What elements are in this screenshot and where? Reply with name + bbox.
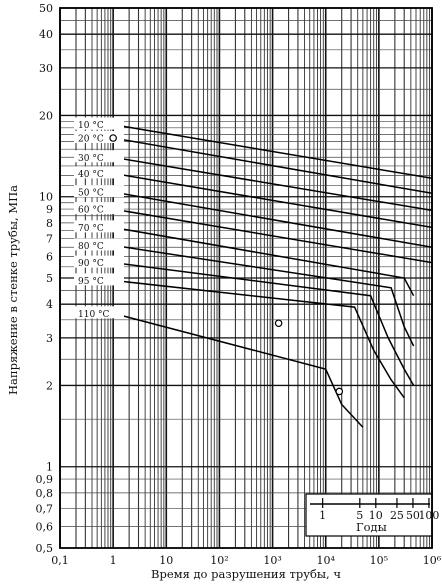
series-label: 95 °C <box>78 276 104 287</box>
series-label: 10 °C <box>78 121 104 132</box>
y-tick-label: 10 <box>39 190 53 204</box>
series-label: 70 °C <box>78 223 104 234</box>
x-tick-label: 10⁵ <box>369 554 389 567</box>
data-marker <box>110 135 116 141</box>
y-tick-label: 0,9 <box>35 473 53 487</box>
y-tick-label: 20 <box>39 109 53 123</box>
series-line <box>113 280 404 397</box>
years-axis <box>306 494 439 536</box>
series-label: 20 °C <box>78 134 104 145</box>
y-tick-label: 0,8 <box>35 486 53 500</box>
y-tick-label: 6 <box>46 250 53 264</box>
y-tick-label: 4 <box>46 298 53 312</box>
years-tick-label: 50 <box>405 509 420 522</box>
series-label: 80 °C <box>78 241 104 252</box>
series-label: 50 °C <box>78 188 104 199</box>
series-label: 30 °C <box>78 153 104 164</box>
y-tick-label: 3 <box>46 331 53 345</box>
y-tick-label: 9 <box>46 203 53 217</box>
x-tick-label: 10⁶ <box>422 554 442 567</box>
y-tick-label: 0,5 <box>35 542 53 555</box>
years-axis-title: Годы <box>356 520 387 534</box>
y-tick-label: 8 <box>46 216 53 230</box>
series-label: 40 °C <box>78 169 104 180</box>
series-label: 90 °C <box>78 259 104 270</box>
series-label: 110 °C <box>78 309 110 320</box>
x-tick-label: 10³ <box>263 554 282 567</box>
y-tick-label: 7 <box>46 232 53 246</box>
series-label: 60 °C <box>78 205 104 216</box>
x-tick-label: 1 <box>109 554 117 567</box>
x-tick-label: 0,1 <box>51 554 69 567</box>
y-tick-label: 0,7 <box>35 502 53 516</box>
data-marker <box>275 320 281 326</box>
series-labels <box>74 118 124 320</box>
y-tick-label: 5 <box>46 272 53 285</box>
x-axis-title: Время до разрушения трубы, ч <box>151 567 341 581</box>
data-marker <box>336 388 342 394</box>
years-tick-label: 1 <box>319 509 327 522</box>
years-tick-label: 25 <box>389 509 404 522</box>
y-tick-label: 40 <box>39 28 53 42</box>
x-tick-label: 10² <box>210 554 229 567</box>
y-tick-label: 0,6 <box>35 520 53 534</box>
y-tick-label: 50 <box>39 2 53 15</box>
years-tick-label: 100 <box>418 509 440 522</box>
y-tick-label: 30 <box>39 61 53 75</box>
years-tick-label: 5 <box>356 509 364 522</box>
y-tick-label: 1 <box>46 460 53 474</box>
years-tick-label: 10 <box>368 509 383 522</box>
x-tick-label: 10 <box>159 554 174 567</box>
y-tick-label: 2 <box>46 379 53 393</box>
y-axis-title: Напряжение в стенке трубы, МПа <box>6 185 20 395</box>
x-tick-label: 10⁴ <box>316 554 335 567</box>
